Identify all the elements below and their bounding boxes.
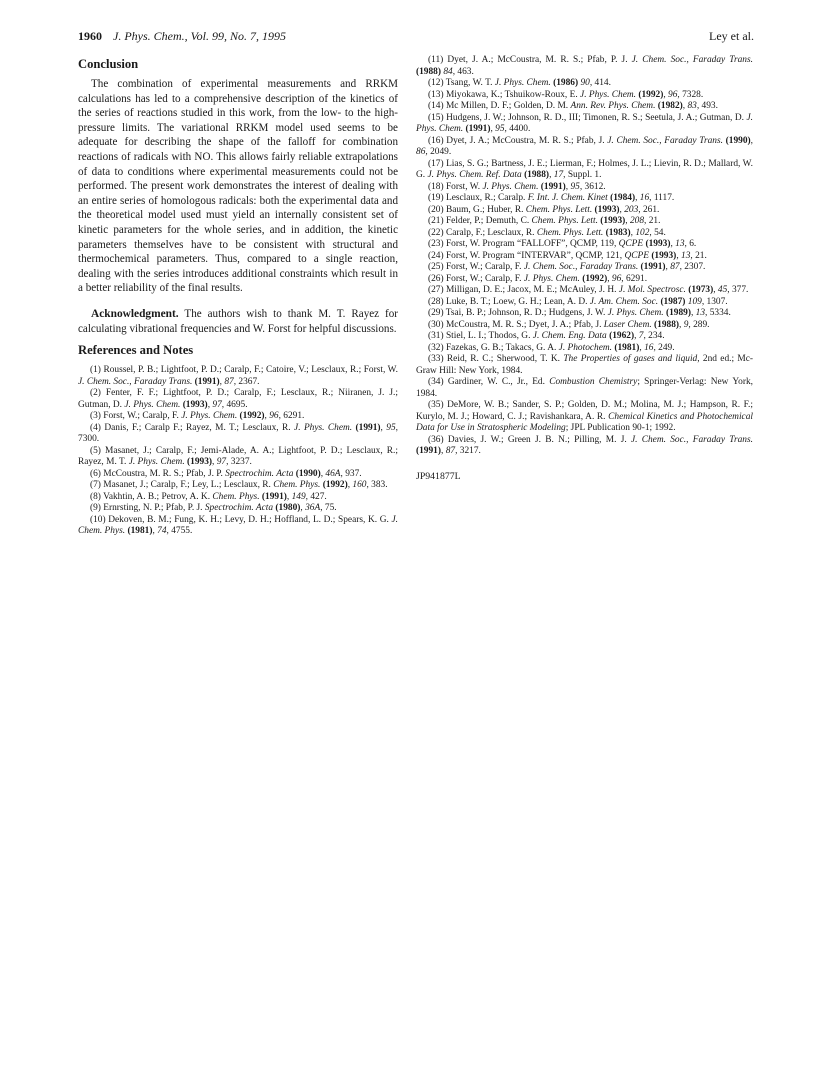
reference-item: (9) Ernrsting, N. P.; Pfab, P. J. Spectrochim. Acta (1980), 36A, 75. <box>90 503 337 514</box>
reference-item: (32) Fazekas, G. B.; Takacs, G. A. J. Photochem. (1981), 16, 249. <box>428 342 675 353</box>
reference-item: (3) Forst, W.; Caralp, F. J. Phys. Chem. (1992), 96, 6291. <box>90 411 305 422</box>
reference-item: (17) Lias, S. G.; Bartness, J. E.; Lierman, F.; Holmes, J. L.; Lievin, R. D.; Mallard, W. G. J. Phys. Chem. Ref. Data (1988), 17, Suppl. 1. <box>416 158 753 180</box>
reference-item: (8) Vakhtin, A. B.; Petrov, A. K. Chem. Phys. (1991), 149, 427. <box>90 491 327 502</box>
page-number: 1960 <box>78 29 102 43</box>
reference-item: (2) Fenter, F. F.; Lightfoot, P. D.; Caralp, F.; Lesclaux, R.; Niiranen, J. J.; Gutman, D. J. Phys. Chem. (1993), 97, 4695. <box>78 388 398 410</box>
reference-item: (11) Dyet, J. A.; McCoustra, M. R. S.; Pfab, P. J. J. Chem. Soc., Faraday Trans. (1988) 84, 463. <box>416 55 753 77</box>
reference-item: (16) Dyet, J. A.; McCoustra, M. R. S.; Pfab, J. J. Chem. Soc., Faraday Trans. (1990), 86, 2049. <box>416 135 754 157</box>
reference-item: (31) Stiel, L. I.; Thodos, G. J. Chem. Eng. Data (1962), 7, 234. <box>428 331 665 341</box>
conclusion-paragraph: The combination of experimental measurements and RRKM calculations has led to a comprehensive description of the kinetics of the series of reactions studied in this work, from the low- to the high-pressure limits. The variational RRKM model used seems to be adequate for describing the shape of the falloff for combination reactions of radicals with NO. This allows fairly reliable extrapolations of data to conditions where experimental measurements could not be performed. The present work demonstrates the interest of dealing with an entire series of homologous radicals: both the experimental data and the theoretical model used must yield an internally consistent set of kinetic parameters for the whole series, and in addition, the kinetic parameters themselves have to be consistent with structural and thermochemical parameters. Thus, compared to a single reaction, dealing with the series introduces additional constraints which result in a better reliability of the final results. <box>78 78 398 295</box>
reference-item: (18) Forst, W. J. Phys. Chem. (1991), 95, 3612. <box>428 181 606 192</box>
conclusion-heading: Conclusion <box>78 57 139 71</box>
reference-item: (28) Luke, B. T.; Loew, G. H.; Lean, A. D. J. Am. Chem. Soc. (1987) 109, 1307. <box>428 296 728 307</box>
reference-item: (14) Mc Millen, D. F.; Golden, D. M. Ann. Rev. Phys. Chem. (1982), 83, 493. <box>428 101 718 111</box>
reference-item: (6) McCoustra, M. R. S.; Pfab, J. P. Spectrochim. Acta (1990), 46A, 937. <box>90 468 362 479</box>
reference-item: (22) Caralp, F.; Lesclaux, R. Chem. Phys. Lett. (1983), 102, 54. <box>428 227 666 238</box>
reference-item: (30) McCoustra, M. R. S.; Dyet, J. A.; Pfab, J. Laser Chem. (1988), 9, 289. <box>428 319 710 330</box>
reference-item: (21) Felder, P.; Demuth, C. Chem. Phys. Lett. (1993), 208, 21. <box>428 216 661 226</box>
acknowledgment-paragraph <box>78 307 398 336</box>
reference-item: (35) DeMore, W. B.; Sander, S. P.; Golden, D. M.; Molina, M. J.; Hampson, R. F.; Kurylo, M. J.; Howard, C. J.; Ravishankara, A. R. Chemical Kinetics and Photochemical Data for Use in Stratospheric Modeling; JPL Publication 90-1; 1992. <box>416 400 753 433</box>
reference-item: (10) Dekoven, B. M.; Fung, K. H.; Levy, D. H.; Hoffland, L. D.; Spears, K. G. J. Chem. Phys. (1981), 74, 4755. <box>78 514 398 537</box>
reference-item: (5) Masanet, J.; Caralp, F.; Jemi-Alade, A. A.; Lightfoot, P. D.; Lesclaux, R.; Rayez, M. T. J. Phys. Chem. (1993), 97, 3237. <box>78 445 398 468</box>
reference-item: (34) Gardiner, W. C., Jr., Ed. Combustion Chemistry; Springer-Verlag: New York, 1984. <box>416 377 754 399</box>
reference-item: (26) Forst, W.; Caralp, F. J. Phys. Chem. (1992), 96, 6291. <box>428 273 648 284</box>
running-header <box>78 29 754 45</box>
reference-item: (7) Masanet, J.; Caralp, F.; Ley, L.; Lesclaux, R. Chem. Phys. (1992), 160, 383. <box>90 480 388 491</box>
reference-item: (13) Miyokawa, K.; Tshuikow-Roux, E. J. Phys. Chem. (1992), 96, 7328. <box>428 89 704 100</box>
manuscript-id: JP941877L <box>416 470 461 482</box>
reference-item: (1) Roussel, P. B.; Lightfoot, P. D.; Caralp, F.; Catoire, V.; Lesclaux, R.; Forst, W. J. Chem. Soc., Faraday Trans. (1991), 87, 2367. <box>78 365 398 387</box>
reference-item: (15) Hudgens, J. W.; Johnson, R. D., III; Timonen, R. S.; Seetula, J. A.; Gutman, D. J. Phys. Chem. (1991), 95, 4400. <box>416 112 753 134</box>
reference-list-left <box>78 365 398 538</box>
reference-item: (4) Danis, F.; Caralp F.; Rayez, M. T.; Lesclaux, R. J. Phys. Chem. (1991), 95, 7300. <box>78 422 398 445</box>
reference-item: (36) Davies, J. W.; Green J. B. N.; Pilling, M. J. J. Chem. Soc., Faraday Trans. (1991), 87, 3217. <box>416 434 753 456</box>
reference-item: (20) Baum, G.; Huber, R. Chem. Phys. Lett. (1993), 203, 261. <box>428 204 660 215</box>
references-heading: References and Notes <box>78 343 194 358</box>
reference-list-right <box>416 55 753 458</box>
reference-item: (12) Tsang, W. T. J. Phys. Chem. (1986) 90, 414. <box>428 78 611 88</box>
reference-item: (29) Tsai, B. P.; Johnson, R. D.; Hudgens, J. W. J. Phys. Chem. (1989), 13, 5334. <box>428 308 731 318</box>
reference-item: (24) Forst, W. Program “INTERVAR”, QCMP, 121, QCPE (1993), 13, 21. <box>428 250 707 261</box>
acknowledgment-label: Acknowledgment. <box>91 307 179 320</box>
running-authors: Ley et al. <box>709 29 754 43</box>
journal-citation: J. Phys. Chem., Vol. 99, No. 7, 1995 <box>113 29 286 43</box>
reference-item: (23) Forst, W. Program “FALLOFF”, QCMP, 119, QCPE (1993), 13, 6. <box>428 239 697 249</box>
acknowledgment-text: The authors wish to thank M. T. Rayez for calculating vibrational frequencies and W. Forst for helpful discussions. <box>78 307 398 335</box>
left-column <box>78 57 398 538</box>
right-column <box>416 55 753 482</box>
reference-item: (27) Milligan, D. E.; Jacox, M. E.; McAuley, J. H. J. Mol. Spectrosc. (1973), 45, 377. <box>428 285 749 295</box>
reference-item: (19) Lesclaux, R.; Caralp. F. Int. J. Chem. Kinet (1984), 16, 1117. <box>428 193 675 203</box>
reference-item: (33) Reid, R. C.; Sherwood, T. K. The Properties of gases and liquid, 2nd ed.; Mc-Graw Hill: New York, 1984. <box>416 354 754 376</box>
reference-item: (25) Forst, W.; Caralp, F. J. Chem. Soc., Faraday Trans. (1991), 87, 2307. <box>428 262 706 272</box>
